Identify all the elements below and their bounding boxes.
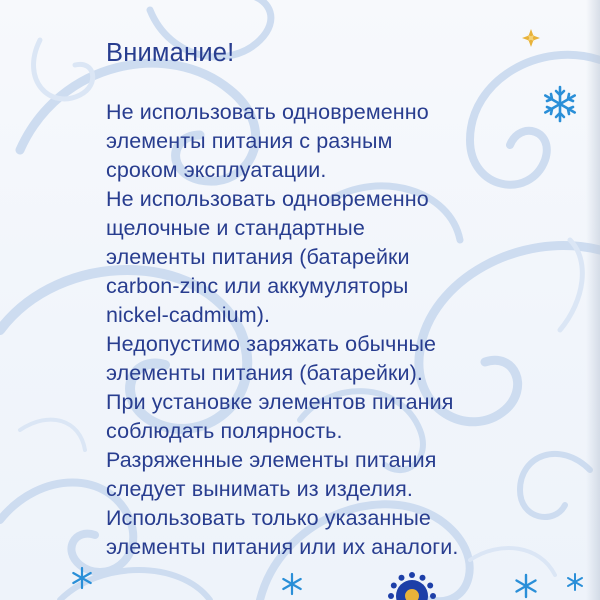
text-line: щелочные и стандартные [106,216,365,240]
text-line: Не использовать одновременно [106,187,429,211]
text-line: элементы питания (батарейки [106,245,410,269]
text-line: Недопустимо заряжать обычные [106,332,437,356]
snowflake-icon [545,87,574,121]
text-line: элементы питания (батарейки). [106,361,424,385]
warning-paragraph [106,446,546,504]
swirl-ornament [560,240,582,330]
warning-paragraph [106,98,546,185]
text-line: Разряженные элементы питания [106,448,437,472]
warning-paragraph [106,330,546,388]
warning-paragraphs [106,98,546,562]
text-line: элементы питания или их аналоги. [106,535,459,559]
warning-heading: Внимание! [106,39,235,67]
text-line: следует вынимать из изделия. [106,477,413,501]
warning-text-block [106,36,546,562]
snowflake-icon [568,574,582,590]
warning-paragraph [106,185,546,330]
snowflake-icon [388,572,436,600]
text-line: Не использовать одновременно [106,100,429,124]
text-line: carbon-zinc или аккумуляторы [106,274,409,298]
text-line: При установке элементов питания [106,390,454,414]
text-line: элементы питания с разным [106,129,393,153]
warning-paragraph [106,388,546,446]
snowflake-icon [517,575,536,597]
text-line: сроком эксплуатации. [106,158,327,182]
text-line: Использовать только указанные [106,506,431,530]
text-line: nickel-cadmium). [106,303,271,327]
box-fold-edge [586,0,600,600]
warning-paragraph [106,504,546,562]
swirl-ornament [20,420,85,450]
snowflake-icon [283,574,300,594]
text-line: соблюдать полярность. [106,419,343,443]
